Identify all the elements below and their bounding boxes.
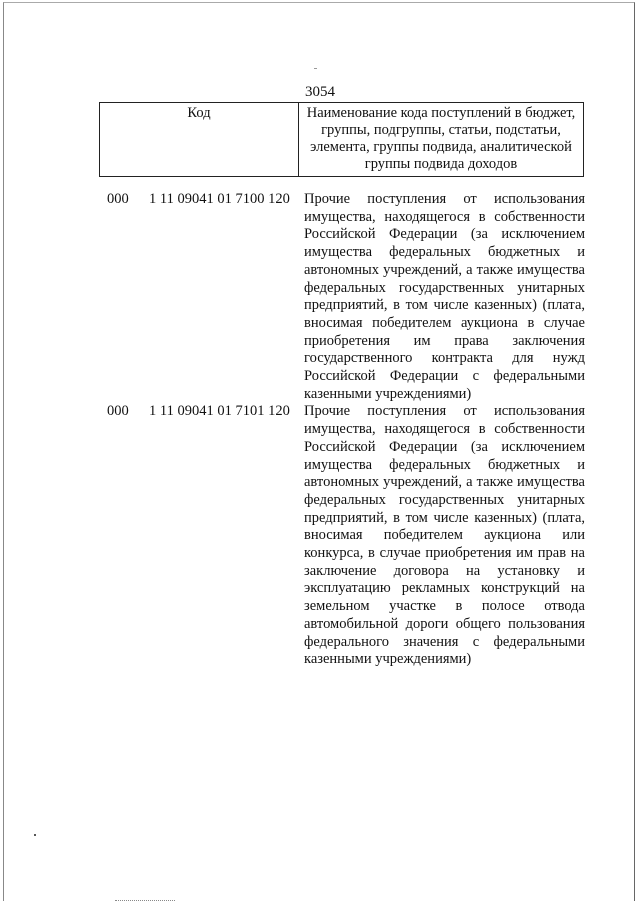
income-code: 1 11 09041 01 7100 120 — [149, 191, 290, 207]
admin-code: 000 — [107, 403, 129, 420]
table-row — [0, 403, 640, 669]
table-header — [99, 102, 584, 177]
header-name: Наименование кода поступлений в бюджет, группы, подгруппы, статьи, подстатьи, элемента, группы подвида, аналитической группы подвида доходов — [299, 103, 584, 177]
code-list — [0, 191, 640, 669]
scan-dot — [34, 834, 36, 836]
income-name: Прочие поступления от использования имущества, находящегося в собственности Российской Федерации (за исключением имущества федеральных бюджетных и автономных учреждений, а также имущества федеральных государственных унитарных предприятий, в том числе казенных) (плата, вносимая победителем аукциона или конкурса, в случае приобретения им прав на заключение договора на установку и эксплуатацию рекламных конструкций на земельном участке в полосе отвода автомобильной дороги общего пользования федерального значения с федеральными казенными учреждениями) — [304, 403, 585, 668]
income-code: 1 11 09041 01 7101 120 — [149, 403, 290, 420]
page-number: 3054 — [305, 84, 335, 100]
income-name: Прочие поступления от использования имущества, находящегося в собственности Российской Федерации (за исключением имущества федеральных бюджетных и автономных учреждений, а также имущества федеральных государственных унитарных предприятий, в том числе казенных) (плата, вносимая победителем аукциона в случае приобретения им права заключения государственного контракта для нужд Российской Федерации с федеральными казенными учреждениями) — [304, 191, 585, 402]
scan-noise — [115, 900, 175, 902]
scan-mark — [314, 68, 317, 69]
table-row — [0, 191, 640, 403]
admin-code: 000 — [107, 191, 129, 207]
header-code: Код — [100, 103, 299, 177]
